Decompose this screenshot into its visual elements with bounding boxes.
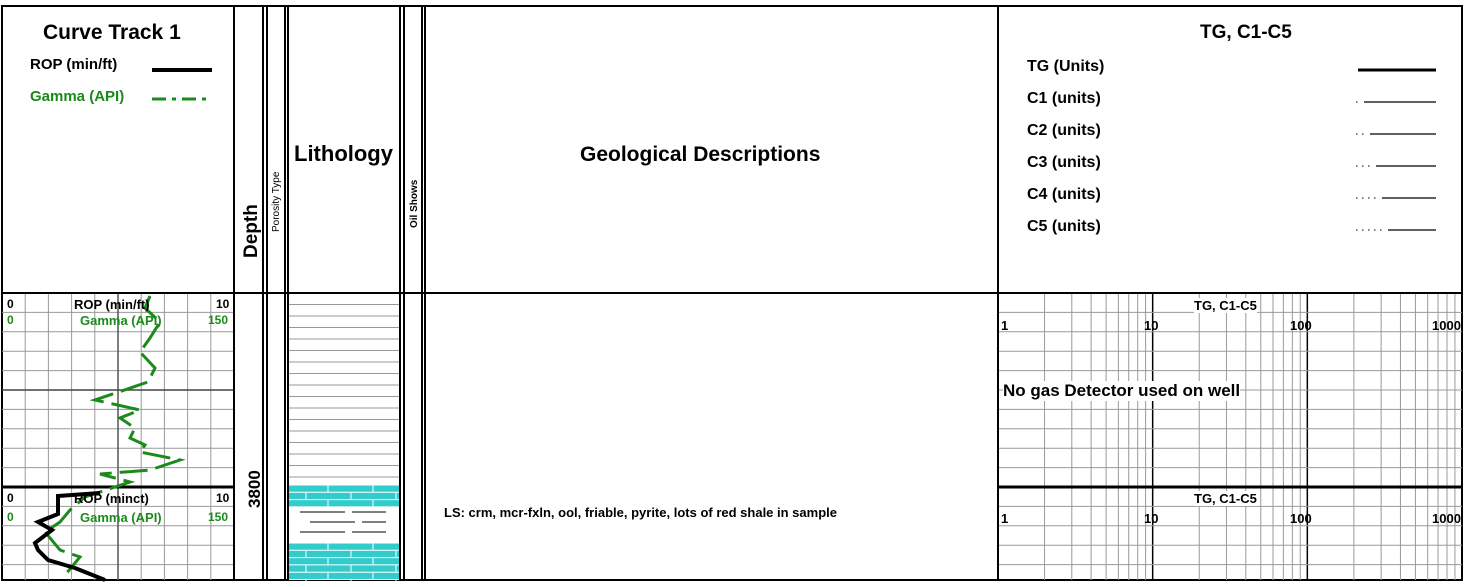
geological-descriptions-label: Geological Descriptions: [580, 143, 821, 166]
curve-track-title: Curve Track 1: [43, 21, 181, 44]
gamma-scale-label-1: Gamma (API): [80, 313, 162, 328]
gas-tick-1-100: 100: [1290, 318, 1312, 333]
rop-scale-max-2: 10: [216, 491, 230, 505]
oil-shows-label: Oil Shows: [409, 179, 420, 228]
gas-legend-c2: C2 (units): [1027, 122, 1101, 139]
gas-tick-2-100: 100: [1290, 511, 1312, 526]
lithology-label: Lithology: [294, 141, 393, 166]
limestone-band: [288, 485, 400, 507]
track-grids: [2, 293, 1462, 580]
gas-legend-c3: C3 (units): [1027, 154, 1101, 171]
gamma-scale-label-2: Gamma (API): [80, 510, 162, 525]
gas-tick-2-1: 1: [1001, 511, 1009, 526]
rop-scale-min-2: 0: [7, 491, 14, 505]
gas-title: TG, C1-C5: [1200, 22, 1292, 43]
rop-scale-max-1: 10: [216, 297, 230, 311]
limestone-band: [288, 543, 400, 580]
rop-legend-label: ROP (min/ft): [30, 56, 118, 73]
no-gas-note: No gas Detector used on well: [1003, 381, 1241, 400]
rop-scale-label-2: ROP (minct): [74, 491, 149, 506]
gas-tick-2-10: 10: [1144, 511, 1159, 526]
gas-legend-lines: [1356, 70, 1436, 230]
gas-legend-c5: C5 (units): [1027, 218, 1101, 235]
depth-marker: 3800: [245, 470, 264, 508]
depth-label: Depth: [241, 204, 262, 258]
gas-legend-tg: TG (Units): [1027, 58, 1105, 75]
gamma-scale-max-1: 150: [208, 313, 229, 327]
gas-legend-c4: C4 (units): [1027, 186, 1101, 203]
gas-tick-1-1000: 1000: [1432, 318, 1461, 333]
gas-tick-1-10: 10: [1144, 318, 1159, 333]
porosity-type-label: Porosity Type: [271, 171, 282, 232]
gamma-scale-max-2: 150: [208, 510, 229, 524]
gamma-scale-min-1: 0: [7, 313, 14, 327]
gas-legend-c1: C1 (units): [1027, 90, 1101, 107]
geological-description: LS: crm, mcr-fxln, ool, friable, pyrite, lots of red shale in sample: [444, 505, 837, 520]
gamma-curve: [45, 296, 180, 575]
gas-scale-title-2: TG, C1-C5: [1194, 491, 1257, 506]
gamma-legend-label: Gamma (API): [30, 88, 125, 105]
rop-scale-min-1: 0: [7, 297, 14, 311]
gamma-scale-min-2: 0: [7, 510, 14, 524]
lithology-column: [288, 485, 400, 582]
gas-tick-2-1000: 1000: [1432, 511, 1461, 526]
gas-scale-title-1: TG, C1-C5: [1194, 298, 1257, 313]
rop-scale-label-1: ROP (min/ft): [74, 297, 150, 312]
gas-tick-1-1: 1: [1001, 318, 1009, 333]
